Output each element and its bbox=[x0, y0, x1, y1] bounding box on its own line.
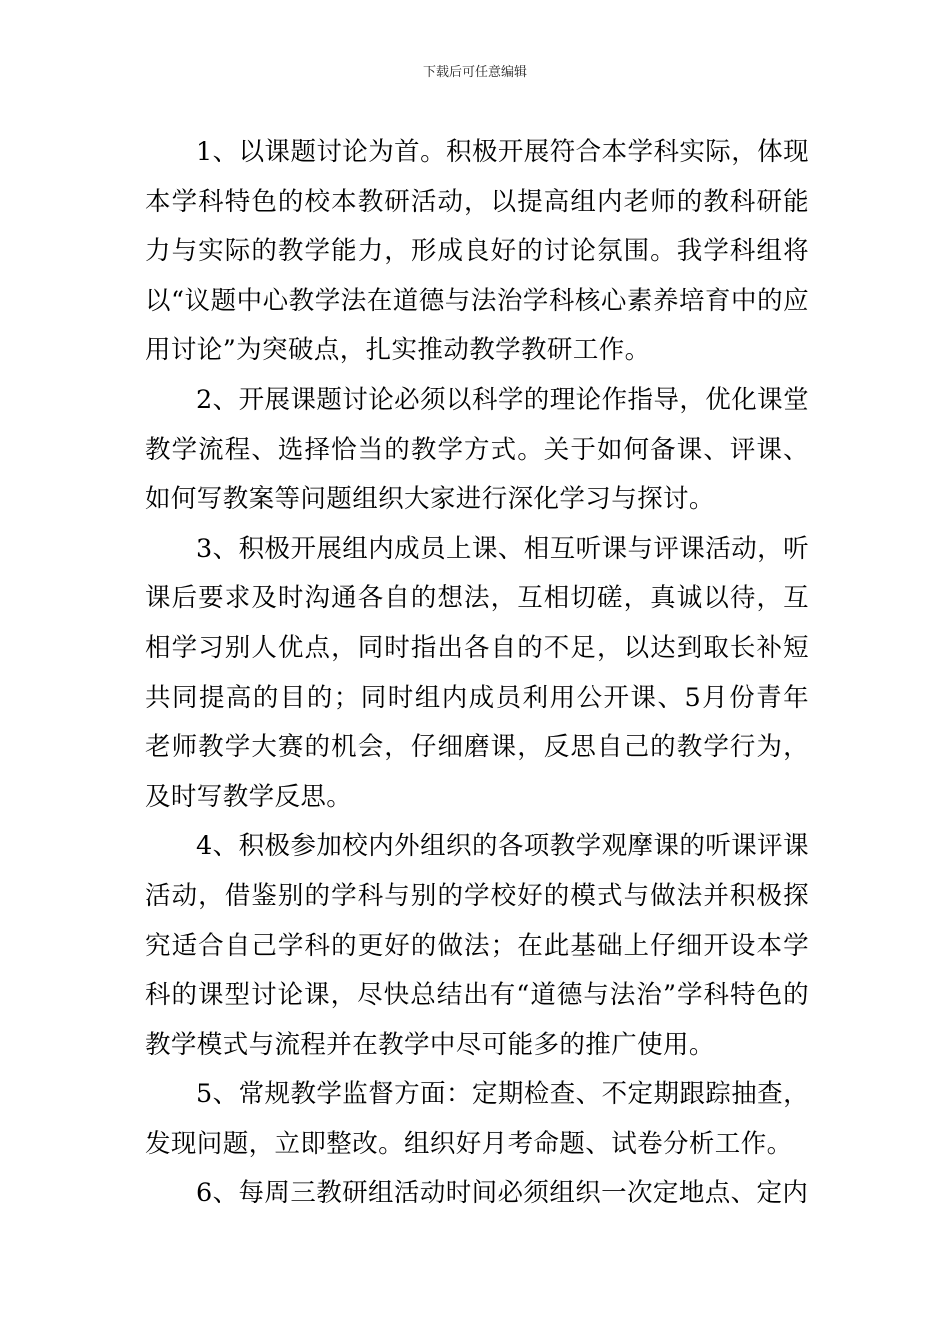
paragraph-5: 5、常规教学监督方面：定期检查、不定期跟踪抽查，发现问题，立即整改。组织好月考命题、试卷分析工作。 bbox=[145, 1079, 809, 1159]
paragraph-2: 2、开展课题讨论必须以科学的理论作指导，优化课堂教学流程、选择恰当的教学方式。关于如何备课、评课、如何写教案等问题组织大家进行深化学习与探讨。 bbox=[145, 384, 809, 515]
paragraph-3: 3、积极开展组内成员上课、相互听课与评课活动，听课后要求及时沟通各自的想法，互相切磋，真诚以待，互相学习别人优点，同时指出各自的不足，以达到取长补短共同提高的目的；同时组内成员利用公开课、5月份青年老师教学大赛的机会，仔细磨课，反思自己的教学行为，及时写教学反思。 bbox=[145, 533, 809, 812]
paragraph-6: 6、每周三教研组活动时间必须组织一次定地点、定内 bbox=[196, 1178, 809, 1209]
page-header: 下载后可任意编辑 bbox=[422, 65, 527, 80]
document-body bbox=[145, 128, 809, 1219]
paragraph-4: 4、积极参加校内外组织的各项教学观摩课的听课评课活动，借鉴别的学科与别的学校好的模式与做法并积极探究适合自己学科的更好的做法；在此基础上仔细开设本学科的课型讨论课，尽快总结出有“道德与法治”学科特色的教学模式与流程并在教学中尽可能多的推广使用。 bbox=[145, 831, 809, 1060]
paragraph-1: 1、以课题讨论为首。积极开展符合本学科实际，体现本学科特色的校本教研活动，以提高组内老师的教科研能力与实际的教学能力，形成良好的讨论氛围。我学科组将以“议题中心教学法在道德与法治学科核心素养培育中的应用讨论”为突破点，扎实推动教学教研工作。 bbox=[145, 137, 809, 366]
